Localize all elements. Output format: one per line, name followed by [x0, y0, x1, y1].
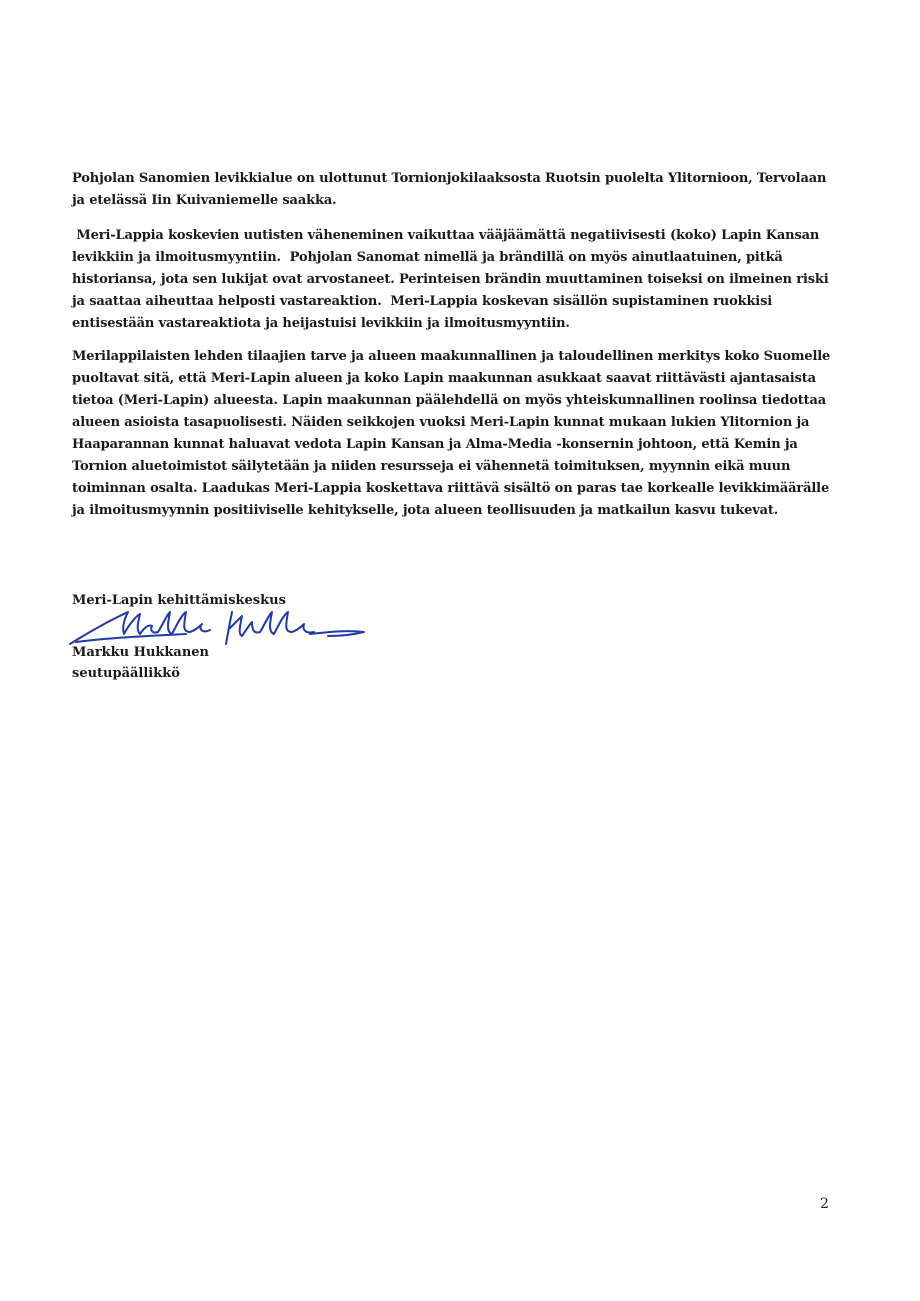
paragraph-appeal: Merilappilaisten lehden tilaajien tarve ja alueen maakunnallinen ja taloudellinen merkitys koko Suomelle puoltavat sitä, että Meri-Lapin alueen ja koko Lapin maakunnan asukkaat saavat riittävästi ajantasaista tietoa (Meri-Lapin) alueesta. Lapin maakunnan päälehdellä on myös yhteiskunnallinen roolinsa tiedottaa alueen asioista tasapuolisesti. Näiden seikkojen vuoksi Meri-Lapin kunnat mukaan lukien Ylitornion ja Haaparannan kunnat haluavat vedota Lapin Kansan ja Alma-Media -konsernin johtoon, että Kemin ja Tornion aluetoimistot säilytetään ja niiden resursseja ei vähennetä toimituksen, myynnin eikä muun toiminnan osalta. Laadukas Meri-Lappia koskettava riittävä sisältö on paras tae korkealle levikkimäärälle ja ilmoitusmyynnin positiiviselle kehitykselle, jota alueen teollisuuden ja matkailun kasvu tukevat.: [72, 349, 831, 518]
paragraph-circulation-area: Pohjolan Sanomien levikkialue on ulottunut Tornionjokilaaksosta Ruotsin puolelta Ylitornioon, Tervolaan ja etelässä Iin Kuivaniemelle saakka.: [72, 171, 827, 208]
page-number: 2: [820, 1196, 829, 1212]
signatory-name: Markku Hukkanen: [72, 645, 210, 660]
signature-organization: Meri-Lapin kehittämiskeskus: [72, 593, 286, 608]
signatory-title: seutupäällikkö: [72, 666, 180, 681]
paragraph-news-decline: Meri-Lappia koskevien uutisten väheneminen vaikuttaa vääjäämättä negatiivisesti (koko) Lapin Kansan levikkiin ja ilmoitusmyyntiin. Pohjolan Sanomat nimellä ja brändillä on myös ainutlaatuinen, pitkä historiansa, jota sen lukijat ovat arvostaneet. Perinteisen brändin muuttaminen toiseksi on ilmeinen riski ja saattaa aiheuttaa helposti vastareaktion. Meri-Lappia koskevan sisällön supistaminen ruokkisi entisestään vastareaktiota ja heijastuisi levikkiin ja ilmoitusmyyntiin.: [72, 228, 833, 331]
